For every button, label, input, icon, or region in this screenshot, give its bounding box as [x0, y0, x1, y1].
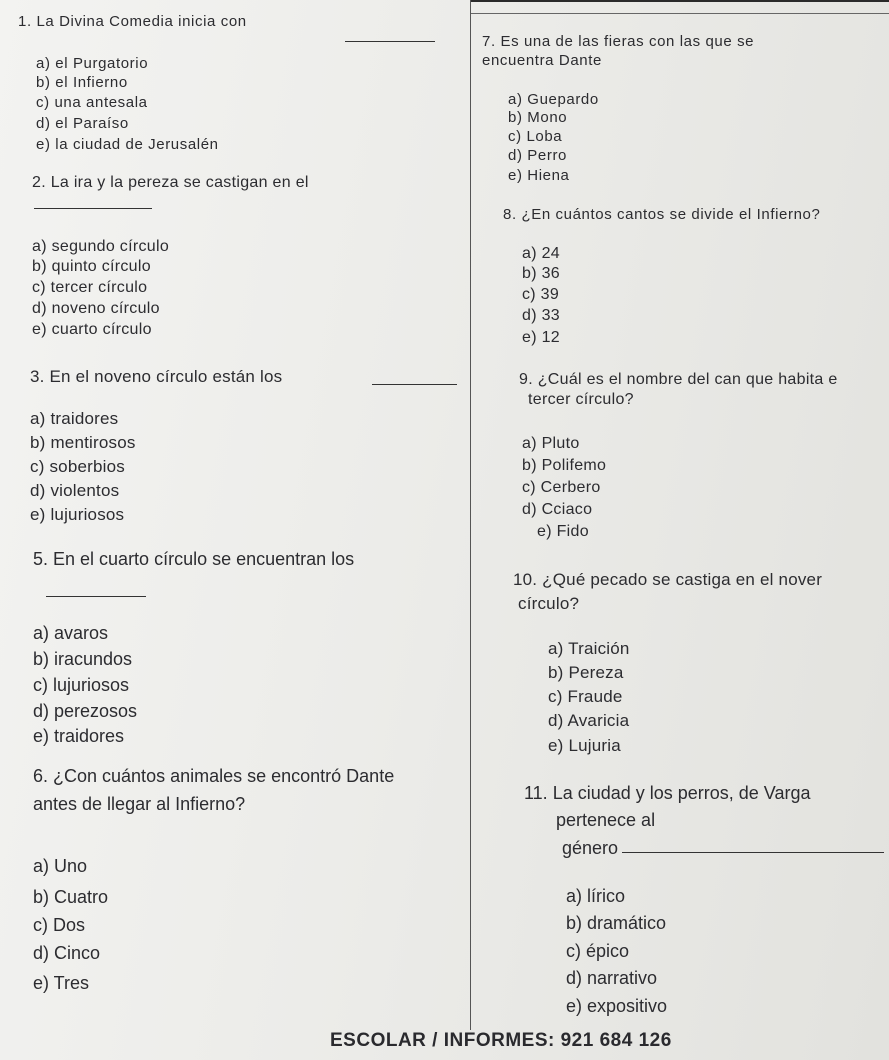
q9-option-a: a) Pluto [522, 435, 580, 452]
question-8: 8. ¿En cuántos cantos se divide el Infierno? [503, 206, 821, 223]
q11-option-e: e) expositivo [566, 996, 668, 1016]
question-7-line-2: encuentra Dante [482, 52, 602, 69]
q5-option-d: d) perezosos [33, 701, 138, 721]
q1-option-a: a) el Purgatorio [36, 55, 149, 72]
answer-blank-5[interactable] [46, 596, 146, 597]
question-11-line-2: pertenece al [556, 810, 656, 830]
q3-option-c: c) soberbios [30, 457, 125, 476]
question-1: 1. La Divina Comedia inicia con [18, 13, 247, 30]
q10-option-d: d) Avaricia [548, 711, 630, 730]
answer-blank-3[interactable] [372, 384, 457, 385]
q10-option-c: c) Fraude [548, 687, 623, 706]
q3-option-b: b) mentirosos [30, 433, 136, 452]
q5-option-c: c) lujuriosos [33, 675, 130, 695]
q6-option-c: c) Dos [33, 915, 86, 935]
q6-option-a: a) Uno [33, 856, 88, 876]
q8-option-c: c) 39 [522, 286, 560, 303]
column-divider [470, 0, 471, 1030]
q5-option-a: a) avaros [33, 623, 109, 643]
q9-option-b: b) Polifemo [522, 457, 607, 474]
q2-option-b: b) quinto círculo [32, 258, 151, 275]
question-10-line-1: 10. ¿Qué pecado se castiga en el nover [513, 570, 823, 589]
q9-option-e: e) Fido [537, 523, 589, 540]
q6-option-b: b) Cuatro [33, 887, 109, 907]
question-5: 5. En el cuarto círculo se encuentran los [33, 549, 355, 569]
question-3: 3. En el noveno círculo están los [30, 367, 283, 386]
q7-option-d: d) Perro [508, 147, 567, 164]
top-border [470, 0, 889, 2]
question-6-line-2: antes de llegar al Infierno? [33, 794, 246, 814]
q10-option-e: e) Lujuria [548, 736, 621, 755]
answer-blank-11[interactable] [622, 852, 884, 853]
q6-option-d: d) Cinco [33, 943, 101, 963]
q10-option-b: b) Pereza [548, 663, 624, 682]
footer-contact: ESCOLAR / INFORMES: 921 684 126 [330, 1030, 672, 1051]
q1-option-e: e) la ciudad de Jerusalén [36, 136, 219, 153]
q11-option-b: b) dramático [566, 913, 667, 933]
q2-option-e: e) cuarto círculo [32, 321, 152, 338]
question-9-line-2: tercer círculo? [528, 391, 634, 408]
q1-option-d: d) el Paraíso [36, 115, 129, 132]
q11-option-d: d) narrativo [566, 968, 658, 988]
q3-option-e: e) lujuriosos [30, 505, 125, 524]
q8-option-e: e) 12 [522, 329, 560, 346]
q6-option-e: e) Tres [33, 973, 90, 993]
q7-option-c: c) Loba [508, 128, 563, 145]
q8-option-a: a) 24 [522, 245, 560, 262]
q8-option-b: b) 36 [522, 265, 560, 282]
question-9-line-1: 9. ¿Cuál es el nombre del can que habita e [519, 371, 838, 388]
question-11-line-3: género [562, 838, 619, 858]
answer-blank-2[interactable] [34, 208, 152, 209]
question-7-line-1: 7. Es una de las fieras con las que se [482, 33, 755, 50]
q11-option-c: c) épico [566, 941, 630, 961]
q3-option-d: d) violentos [30, 481, 120, 500]
q2-option-c: c) tercer círculo [32, 279, 148, 296]
answer-blank-1[interactable] [345, 41, 435, 42]
q5-option-e: e) traidores [33, 726, 125, 746]
q7-option-a: a) Guepardo [508, 91, 599, 108]
question-6-line-1: 6. ¿Con cuántos animales se encontró Dante [33, 766, 395, 786]
q7-option-e: e) Hiena [508, 167, 570, 184]
q1-option-b: b) el Infierno [36, 74, 128, 91]
q7-option-b: b) Mono [508, 109, 568, 126]
q10-option-a: a) Traición [548, 639, 630, 658]
q9-option-c: c) Cerbero [522, 479, 601, 496]
q5-option-b: b) iracundos [33, 649, 133, 669]
question-11-line-1: 11. La ciudad y los perros, de Varga [524, 783, 811, 803]
question-2: 2. La ira y la pereza se castigan en el [32, 174, 309, 191]
q3-option-a: a) traidores [30, 409, 119, 428]
q9-option-d: d) Cciaco [522, 501, 593, 518]
q2-option-a: a) segundo círculo [32, 238, 170, 255]
q2-option-d: d) noveno círculo [32, 300, 160, 317]
right-top-rule [470, 13, 889, 14]
q1-option-c: c) una antesala [36, 94, 148, 111]
q11-option-a: a) lírico [566, 886, 626, 906]
q8-option-d: d) 33 [522, 307, 560, 324]
question-10-line-2: círculo? [518, 594, 580, 613]
